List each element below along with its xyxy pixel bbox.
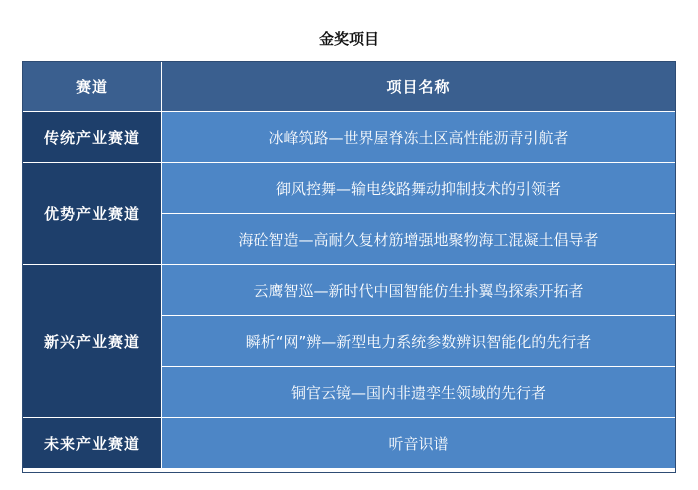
track-emerging: 新兴产业赛道 <box>23 265 162 418</box>
table-row <box>23 265 676 316</box>
track-traditional: 传统产业赛道 <box>23 112 162 163</box>
project-cell: 听音识谱 <box>162 418 676 469</box>
project-cell: 瞬析“网”辨—新型电力系统参数辨识智能化的先行者 <box>162 316 676 367</box>
header-track: 赛道 <box>23 62 162 112</box>
table-row <box>23 418 676 469</box>
project-cell: 海砼智造—高耐久复材筋增强地聚物海工混凝土倡导者 <box>162 214 676 265</box>
header-row <box>23 62 676 112</box>
track-future: 未来产业赛道 <box>23 418 162 469</box>
project-cell: 铜官云镜—国内非遗孪生领域的先行者 <box>162 367 676 418</box>
award-table <box>22 61 676 469</box>
table-row <box>23 163 676 214</box>
project-cell: 冰峰筑路—世界屋脊冻土区高性能沥青引航者 <box>162 112 676 163</box>
header-project: 项目名称 <box>162 62 676 112</box>
track-advantage: 优势产业赛道 <box>23 163 162 265</box>
project-cell: 云鹰智巡—新时代中国智能仿生扑翼鸟探索开拓者 <box>162 265 676 316</box>
project-cell: 御风控舞—输电线路舞动抑制技术的引领者 <box>162 163 676 214</box>
table-title: 金奖项目 <box>318 30 379 48</box>
table-row <box>23 112 676 163</box>
